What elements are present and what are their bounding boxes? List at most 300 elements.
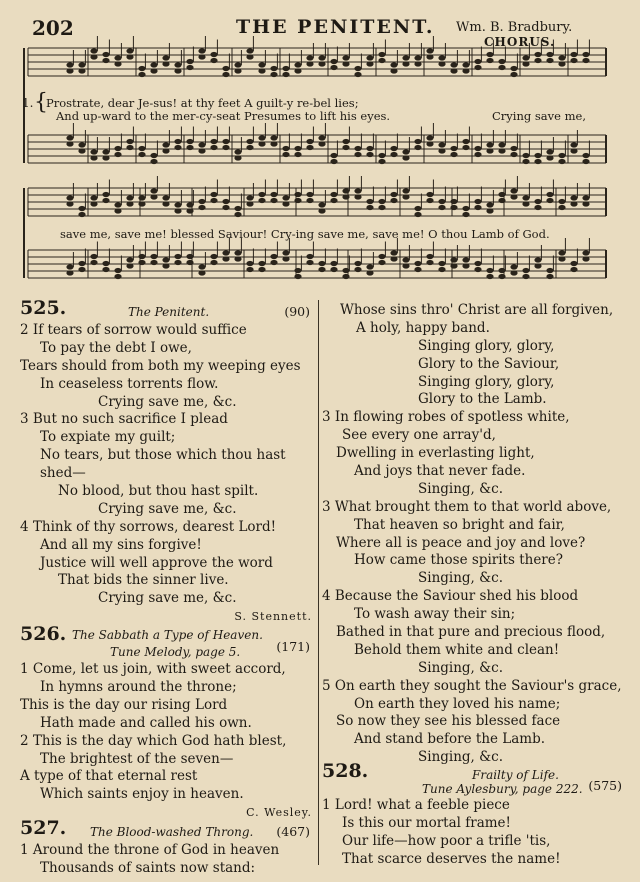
note-head bbox=[498, 268, 505, 273]
note-head bbox=[318, 141, 325, 146]
note-head bbox=[294, 146, 301, 151]
note-head bbox=[318, 208, 325, 213]
verse-line: And all my sins forgive! bbox=[40, 536, 202, 553]
note-head bbox=[210, 58, 217, 63]
note-head bbox=[90, 48, 97, 53]
note-head bbox=[66, 141, 73, 146]
note-head bbox=[126, 139, 133, 144]
verse-line: Justice will well approve the word bbox=[40, 554, 273, 571]
note-head bbox=[570, 261, 577, 266]
note-head bbox=[258, 267, 265, 272]
note-head bbox=[258, 68, 265, 73]
note-head bbox=[498, 65, 505, 70]
note-head bbox=[354, 72, 361, 77]
note-head bbox=[546, 198, 553, 203]
hymn-title: The Penitent. bbox=[128, 305, 210, 319]
note-head bbox=[102, 52, 109, 57]
note-head bbox=[438, 261, 445, 266]
note-head bbox=[402, 194, 409, 199]
note-head bbox=[342, 268, 349, 273]
note-head bbox=[102, 261, 109, 266]
page-title: THE PENITENT. bbox=[236, 16, 435, 38]
note-head bbox=[174, 260, 181, 265]
note-head bbox=[510, 270, 517, 275]
note-head bbox=[126, 195, 133, 200]
note-head bbox=[162, 263, 169, 268]
note-head bbox=[306, 145, 313, 150]
note-head bbox=[522, 274, 529, 279]
note-head bbox=[126, 201, 133, 206]
note-head bbox=[342, 61, 349, 66]
note-head bbox=[222, 139, 229, 144]
note-head bbox=[558, 153, 565, 158]
note-head bbox=[330, 267, 337, 272]
note-head bbox=[330, 59, 337, 64]
refrain-line: Singing glory, glory, bbox=[418, 373, 555, 390]
note-head bbox=[378, 52, 385, 57]
note-head bbox=[378, 58, 385, 63]
note-head bbox=[150, 254, 157, 259]
note-head bbox=[138, 146, 145, 151]
verse-line: Tears should from both my weeping eyes bbox=[20, 357, 301, 374]
note-head bbox=[162, 55, 169, 60]
note-head bbox=[66, 68, 73, 73]
note-head bbox=[582, 195, 589, 200]
note-head bbox=[426, 48, 433, 53]
brace-glyph: { bbox=[34, 90, 48, 115]
note-head bbox=[486, 142, 493, 147]
note-head bbox=[390, 62, 397, 67]
note-head bbox=[318, 261, 325, 266]
note-head bbox=[258, 261, 265, 266]
hymn-525-header bbox=[20, 297, 312, 322]
hymn-528-tune bbox=[322, 778, 622, 797]
note-head bbox=[102, 149, 109, 154]
verse-line: In hymns around the throne; bbox=[40, 679, 237, 696]
note-head bbox=[114, 146, 121, 151]
note-head bbox=[282, 146, 289, 151]
note-head bbox=[186, 139, 193, 144]
note-head bbox=[486, 208, 493, 213]
note-head bbox=[342, 55, 349, 60]
verse-line: No tears, but those which thou hast bbox=[40, 447, 286, 464]
note-head bbox=[210, 198, 217, 203]
note-head bbox=[126, 145, 133, 150]
note-head bbox=[390, 198, 397, 203]
chorus-label: CHORUS. bbox=[484, 35, 556, 49]
note-head bbox=[270, 72, 277, 77]
refrain-line: Singing, &c. bbox=[418, 659, 504, 676]
note-head bbox=[174, 145, 181, 150]
note-head bbox=[258, 192, 265, 197]
verse-line: 1 Lord! what a feeble piece bbox=[322, 797, 510, 814]
page-number: 202 bbox=[32, 16, 74, 40]
note-head bbox=[246, 145, 253, 150]
hymn-number: 527. bbox=[20, 817, 67, 840]
verse-line: Thousands of saints now stand: bbox=[40, 860, 256, 877]
note-head bbox=[354, 152, 361, 157]
note-head bbox=[198, 142, 205, 147]
note-head bbox=[558, 55, 565, 60]
note-head bbox=[294, 274, 301, 279]
note-head bbox=[558, 205, 565, 210]
note-head bbox=[222, 145, 229, 150]
note-head bbox=[510, 194, 517, 199]
note-head bbox=[438, 61, 445, 66]
verse-line: 3 But no such sacrifice I plead bbox=[20, 411, 228, 428]
note-head bbox=[162, 201, 169, 206]
note-head bbox=[486, 274, 493, 279]
note-head bbox=[306, 192, 313, 197]
note-head bbox=[534, 199, 541, 204]
note-head bbox=[570, 148, 577, 153]
note-head bbox=[318, 202, 325, 207]
note-head bbox=[222, 256, 229, 261]
hymn-527-header bbox=[20, 817, 312, 842]
note-head bbox=[570, 52, 577, 57]
note-head bbox=[330, 198, 337, 203]
note-head bbox=[426, 135, 433, 140]
note-head bbox=[462, 145, 469, 150]
note-head bbox=[150, 68, 157, 73]
note-head bbox=[390, 256, 397, 261]
note-head bbox=[522, 153, 529, 158]
note-head bbox=[522, 201, 529, 206]
verse-line: Hath made and called his own. bbox=[40, 714, 252, 731]
note-head bbox=[510, 188, 517, 193]
note-head bbox=[270, 135, 277, 140]
note-head bbox=[450, 62, 457, 67]
refrain-line: Crying save me, &c. bbox=[98, 393, 237, 410]
verse-line: This is the day our rising Lord bbox=[20, 696, 228, 713]
note-head bbox=[378, 205, 385, 210]
note-head bbox=[462, 206, 469, 211]
note-head bbox=[66, 264, 73, 269]
note-head bbox=[294, 192, 301, 197]
note-head bbox=[546, 268, 553, 273]
note-head bbox=[102, 198, 109, 203]
lyric-line-3: save me, save me! blessed Saviour! Cry-ing save me, save me! O thou Lamb of God. bbox=[60, 227, 550, 241]
note-head bbox=[294, 152, 301, 157]
hymn-number: 525. bbox=[20, 297, 67, 319]
note-head bbox=[186, 202, 193, 207]
note-head bbox=[198, 54, 205, 59]
note-head bbox=[234, 206, 241, 211]
note-head bbox=[246, 261, 253, 266]
tune-reference: Tune Aylesbury, page 222. bbox=[422, 782, 583, 797]
verse-line: How came those spirits there? bbox=[354, 552, 563, 569]
note-head bbox=[342, 139, 349, 144]
note-head bbox=[534, 257, 541, 262]
note-head bbox=[234, 212, 241, 217]
note-head bbox=[150, 153, 157, 158]
refrain-line: Singing, &c. bbox=[418, 749, 504, 766]
note-head bbox=[282, 66, 289, 71]
note-head bbox=[426, 260, 433, 265]
note-head bbox=[198, 264, 205, 269]
note-head bbox=[534, 263, 541, 268]
note-head bbox=[198, 48, 205, 53]
note-head bbox=[138, 260, 145, 265]
note-head bbox=[450, 152, 457, 157]
note-head bbox=[306, 254, 313, 259]
note-head bbox=[282, 201, 289, 206]
note-head bbox=[510, 152, 517, 157]
note-head bbox=[234, 149, 241, 154]
note-head bbox=[138, 195, 145, 200]
note-head bbox=[222, 66, 229, 71]
note-head bbox=[570, 201, 577, 206]
note-head bbox=[438, 55, 445, 60]
note-head bbox=[174, 62, 181, 67]
verse-line: So now they see his blessed face bbox=[336, 713, 561, 730]
note-head bbox=[534, 58, 541, 63]
note-head bbox=[66, 62, 73, 67]
note-head bbox=[78, 142, 85, 147]
note-head bbox=[162, 195, 169, 200]
note-head bbox=[174, 208, 181, 213]
note-head bbox=[426, 192, 433, 197]
hymn-528-header bbox=[322, 760, 622, 783]
note-head bbox=[234, 155, 241, 160]
note-head bbox=[282, 152, 289, 157]
note-head bbox=[414, 212, 421, 217]
note-head bbox=[174, 202, 181, 207]
hymn-title: Frailty of Life. bbox=[472, 768, 559, 783]
note-head bbox=[114, 208, 121, 213]
verse-line: 2 This is the day which God hath blest, bbox=[20, 732, 287, 749]
note-head bbox=[114, 274, 121, 279]
note-head bbox=[450, 205, 457, 210]
note-head bbox=[258, 62, 265, 67]
note-head bbox=[102, 58, 109, 63]
note-head bbox=[366, 152, 373, 157]
verse-line: That heaven so bright and fair, bbox=[354, 516, 565, 533]
verse-number: 1. bbox=[22, 96, 34, 110]
note-head bbox=[474, 59, 481, 64]
note-head bbox=[246, 48, 253, 53]
note-head bbox=[570, 267, 577, 272]
note-head bbox=[342, 145, 349, 150]
note-head bbox=[282, 195, 289, 200]
note-head bbox=[486, 268, 493, 273]
verse-line: Where all is peace and joy and love? bbox=[336, 534, 586, 551]
note-head bbox=[186, 59, 193, 64]
hymn-ref: (575) bbox=[588, 778, 622, 794]
note-head bbox=[426, 198, 433, 203]
verse-line: Bathed in that pure and precious flood, bbox=[336, 624, 606, 641]
note-head bbox=[246, 195, 253, 200]
note-head bbox=[150, 159, 157, 164]
note-head bbox=[258, 198, 265, 203]
note-head bbox=[114, 61, 121, 66]
note-head bbox=[90, 195, 97, 200]
note-head bbox=[294, 198, 301, 203]
verse-line: On earth they loved his name; bbox=[354, 695, 561, 712]
verse-line: That bids the sinner live. bbox=[58, 572, 229, 589]
refrain-line: Singing, &c. bbox=[418, 480, 504, 497]
note-head bbox=[402, 188, 409, 193]
tune-reference: Tune Melody, page 5. bbox=[110, 645, 241, 660]
note-head bbox=[522, 268, 529, 273]
note-head bbox=[234, 68, 241, 73]
note-head bbox=[498, 142, 505, 147]
note-head bbox=[234, 256, 241, 261]
note-head bbox=[558, 250, 565, 255]
note-head bbox=[402, 263, 409, 268]
note-head bbox=[570, 142, 577, 147]
note-head bbox=[366, 61, 373, 66]
note-head bbox=[378, 260, 385, 265]
note-head bbox=[306, 55, 313, 60]
note-head bbox=[498, 198, 505, 203]
chorus-start-lyric: Crying save me, bbox=[492, 109, 586, 123]
note-head bbox=[222, 205, 229, 210]
note-head bbox=[306, 198, 313, 203]
note-head bbox=[522, 61, 529, 66]
note-head bbox=[210, 260, 217, 265]
verse-line: See every one array'd, bbox=[342, 427, 496, 444]
note-head bbox=[354, 188, 361, 193]
hymn-526-header bbox=[20, 623, 312, 646]
verse-line: A type of that eternal rest bbox=[20, 768, 198, 785]
note-head bbox=[162, 61, 169, 66]
note-head bbox=[90, 254, 97, 259]
note-head bbox=[294, 268, 301, 273]
note-head bbox=[282, 250, 289, 255]
note-head bbox=[294, 68, 301, 73]
note-head bbox=[78, 68, 85, 73]
note-head bbox=[210, 139, 217, 144]
note-head bbox=[90, 149, 97, 154]
note-head bbox=[390, 152, 397, 157]
note-head bbox=[186, 254, 193, 259]
note-head bbox=[210, 52, 217, 57]
note-head bbox=[474, 267, 481, 272]
note-head bbox=[582, 153, 589, 158]
verse-line: 4 Think of thy sorrows, dearest Lord! bbox=[20, 518, 277, 535]
note-head bbox=[246, 54, 253, 59]
note-head bbox=[138, 152, 145, 157]
note-head bbox=[162, 148, 169, 153]
refrain-line: Singing glory, glory, bbox=[418, 337, 555, 354]
note-head bbox=[90, 260, 97, 265]
note-head bbox=[78, 206, 85, 211]
note-head bbox=[102, 267, 109, 272]
note-head bbox=[450, 257, 457, 262]
hymn-author: C. Wesley. bbox=[246, 806, 312, 820]
note-head bbox=[150, 194, 157, 199]
note-head bbox=[366, 205, 373, 210]
note-head bbox=[258, 135, 265, 140]
note-head bbox=[510, 72, 517, 77]
lyric-line-2: And up-ward to the mer-cy-seat Presumes to lift his eyes. bbox=[56, 109, 391, 123]
note-head bbox=[414, 61, 421, 66]
note-head bbox=[126, 54, 133, 59]
hymn-title: The Sabbath a Type of Heaven. bbox=[72, 628, 263, 643]
note-head bbox=[546, 149, 553, 154]
note-head bbox=[366, 264, 373, 269]
note-head bbox=[234, 250, 241, 255]
left-column bbox=[20, 297, 312, 878]
note-head bbox=[390, 68, 397, 73]
note-head bbox=[486, 202, 493, 207]
note-head bbox=[498, 59, 505, 64]
right-column bbox=[322, 302, 622, 869]
note-head bbox=[222, 72, 229, 77]
note-head bbox=[174, 254, 181, 259]
verse-line: 3 What brought them to that world above, bbox=[322, 498, 612, 515]
note-head bbox=[342, 188, 349, 193]
column-divider bbox=[318, 300, 319, 865]
note-head bbox=[222, 199, 229, 204]
verse-line: In ceaseless torrents flow. bbox=[40, 375, 219, 392]
hymn-526-tune bbox=[20, 639, 312, 661]
verse-line: That scarce deserves the name! bbox=[342, 850, 561, 867]
verse-line: Our life—how poor a trifle 'tis, bbox=[342, 833, 551, 850]
verse-line: To wash away their sin; bbox=[354, 606, 516, 623]
note-head bbox=[174, 68, 181, 73]
note-head bbox=[438, 267, 445, 272]
note-head bbox=[270, 141, 277, 146]
note-head bbox=[114, 55, 121, 60]
composer-credit: Wm. B. Bradbury. bbox=[456, 20, 573, 35]
note-head bbox=[438, 205, 445, 210]
verse-line: 2 If tears of sorrow would suffice bbox=[20, 322, 247, 338]
note-head bbox=[342, 274, 349, 279]
note-head bbox=[294, 62, 301, 67]
note-head bbox=[510, 146, 517, 151]
note-head bbox=[558, 256, 565, 261]
note-head bbox=[354, 194, 361, 199]
note-head bbox=[546, 58, 553, 63]
note-head bbox=[474, 199, 481, 204]
verse-line: Behold them white and clean! bbox=[354, 641, 560, 658]
note-head bbox=[426, 54, 433, 59]
note-head bbox=[474, 261, 481, 266]
verse-line: shed— bbox=[40, 465, 86, 482]
note-head bbox=[390, 192, 397, 197]
verse-line: 1 Around the throne of God in heaven bbox=[20, 842, 280, 859]
note-head bbox=[210, 192, 217, 197]
note-head bbox=[66, 270, 73, 275]
note-head bbox=[438, 148, 445, 153]
note-head bbox=[306, 139, 313, 144]
note-head bbox=[498, 148, 505, 153]
note-head bbox=[462, 68, 469, 73]
note-head bbox=[78, 148, 85, 153]
hymn-number: 526. bbox=[20, 623, 67, 646]
note-head bbox=[450, 68, 457, 73]
note-head bbox=[402, 61, 409, 66]
note-head bbox=[282, 256, 289, 261]
note-head bbox=[582, 159, 589, 164]
note-head bbox=[330, 65, 337, 70]
note-head bbox=[390, 146, 397, 151]
note-head bbox=[546, 52, 553, 57]
note-head bbox=[534, 153, 541, 158]
note-head bbox=[270, 198, 277, 203]
note-head bbox=[414, 55, 421, 60]
verse-line: No blood, but thou hast spilt. bbox=[58, 483, 259, 500]
note-head bbox=[330, 159, 337, 164]
note-head bbox=[198, 199, 205, 204]
verse-line: 4 Because the Saviour shed his blood bbox=[322, 588, 579, 605]
note-head bbox=[354, 267, 361, 272]
note-head bbox=[462, 62, 469, 67]
hymn-ref: (90) bbox=[284, 304, 310, 319]
verse-line: A holy, happy band. bbox=[356, 319, 490, 336]
